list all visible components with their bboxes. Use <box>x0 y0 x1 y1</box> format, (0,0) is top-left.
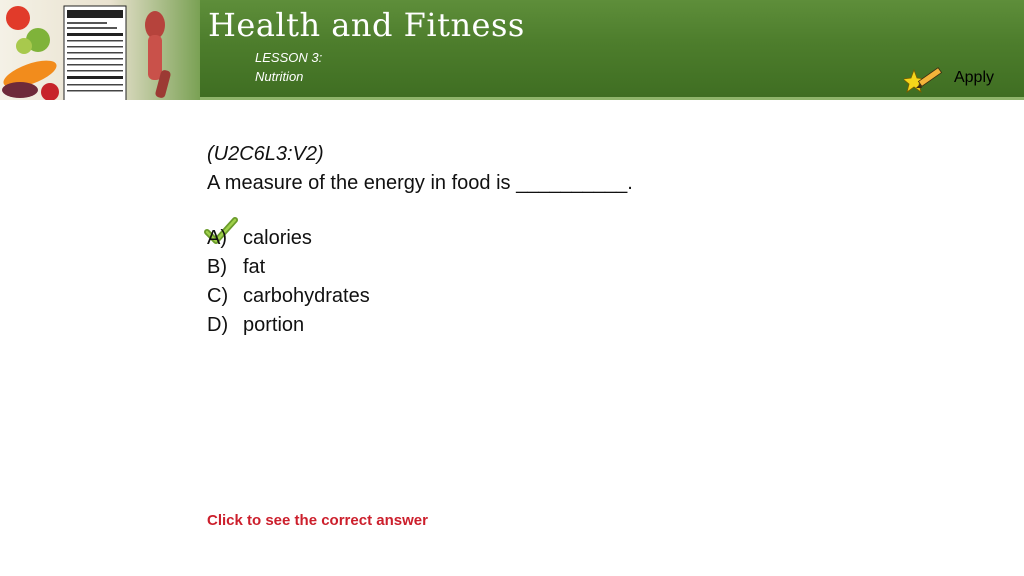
answer-options <box>207 224 370 340</box>
apply-badge <box>904 58 994 98</box>
answer-option-d[interactable] <box>207 311 370 340</box>
option-letter: C) <box>207 285 229 307</box>
option-text: calories <box>243 227 312 249</box>
option-text: fat <box>243 256 266 278</box>
lesson-topic: Nutrition <box>255 69 304 84</box>
show-answer-link[interactable]: Click to see the correct answer <box>207 512 428 529</box>
pencil-star-icon <box>904 58 944 98</box>
food-and-nutrition-label-icon <box>0 0 200 100</box>
option-letter: B) <box>207 256 227 278</box>
option-letter: A) <box>207 227 227 249</box>
question-prompt: A measure of the energy in food is __________. <box>207 172 633 194</box>
lesson-number: LESSON 3: <box>255 50 323 65</box>
question-block <box>207 140 633 198</box>
answer-option-a[interactable] <box>207 224 370 253</box>
answer-option-b[interactable] <box>207 253 370 282</box>
option-text: carbohydrates <box>243 285 370 307</box>
apply-label: Apply <box>953 69 994 86</box>
lesson-heading <box>255 48 322 86</box>
answer-option-c[interactable] <box>207 282 370 311</box>
option-text: portion <box>243 314 305 336</box>
header-banner <box>0 0 1024 100</box>
course-title: Health and Fitness <box>208 6 525 44</box>
question-code: (U2C6L3:V2) <box>207 143 324 165</box>
option-letter: D) <box>207 314 229 336</box>
